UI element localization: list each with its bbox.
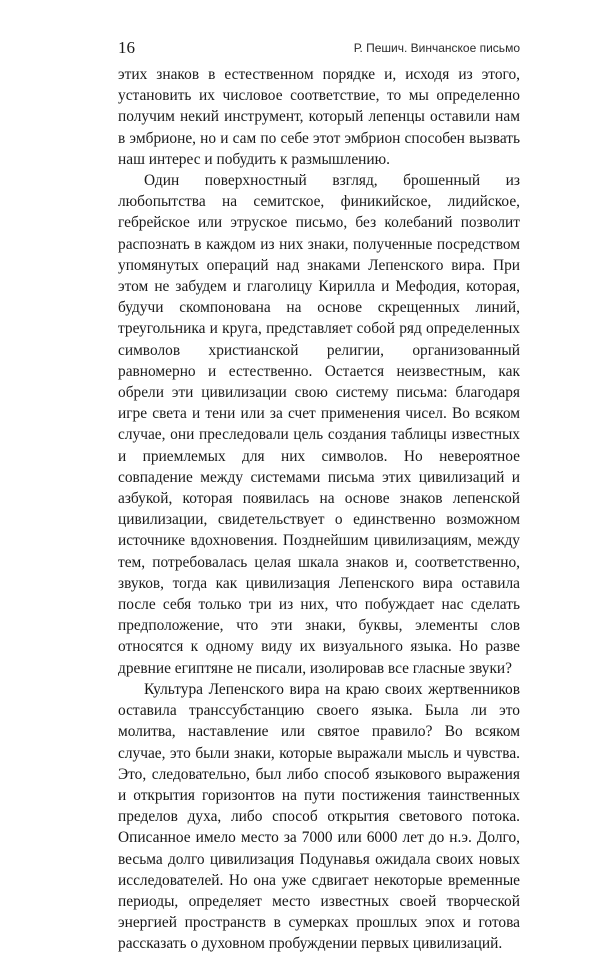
page-number: 16 (118, 38, 135, 57)
paragraph-3: Культура Лепенского вира на краю своих жертвенников оставила транссубстанцию своего языка. Была ли это молитва, наставление или святое правило? Во всяком случае, это были знаки, которые выражали мысль и чувства. Это, следовательно, был либо способ языкового выражения и открытия горизонтов на пути постижения таинственных пределов духа, либо способ открытия светового потока. Описанное имело место за 7000 или 6000 лет до н.э. Долго, весьма долго цивилизация Подунавья ожидала своих новых исследователей. Но она уже сдвигает некоторые временные периоды, определяет место известных своей творческой энергией пространств в сумерках прошлых эпох и готова рассказать о духовном пробуждении первых цивилизаций. (118, 680, 520, 953)
paragraph-1: этих знаков в естественном порядке и, исходя из этого, установить их числовое соответствие, то мы определенно получим некий инструмент, который лепенцы оставили нам в эмбрионе, но и сам по себе этот эмбрион способен вызвать наш интерес и побудить к размышлению. (118, 66, 520, 168)
running-head: Р. Пешич. Винчанское письмо (353, 41, 520, 55)
paragraph-2: Один поверхностный взгляд, брошенный из любопытства на семитское, финикийское, лидийское, гебрейское или этруское письмо, без колебаний позволит распознать в каждом из них знаки, полученные посредством упомянутых операций над знаками Лепенского вира. При этом не забудем и глаголицу Кирилла и Мефодия, которая, будучи скомпонована на основе скрещенных линий, треугольника и круга, представляет собой ряд определенных символов христианской религии, организованный равномерно и естественно. Остается неизвестным, как обрели эти цивилизации свою систему письма: благодаря игре света и тени или за счет применения чисел. Во всяком случае, они преследовали цель создания таблицы известных и приемлемых для них символов. Но невероятное совпадение между системами письма этих цивилизаций и азбукой, которая появилась на основе знаков лепенской цивилизации, свидетельствует о единственно возможном источнике вдохновения. Позднейшим цивилизациям, между тем, потребовалась целая шкала знаков и, соответственно, звуков, тогда как цивилизация Лепенского вира оставила после себя только три из них, что побуждает нас сделать предположение, что эти знаки, буквы, элементы слов относятся к одному виду их визуального языка. Но разве древние египтяне не писали, изолировав все гласные звуки? (118, 172, 520, 677)
body-text (118, 64, 520, 955)
page-header (118, 38, 520, 58)
